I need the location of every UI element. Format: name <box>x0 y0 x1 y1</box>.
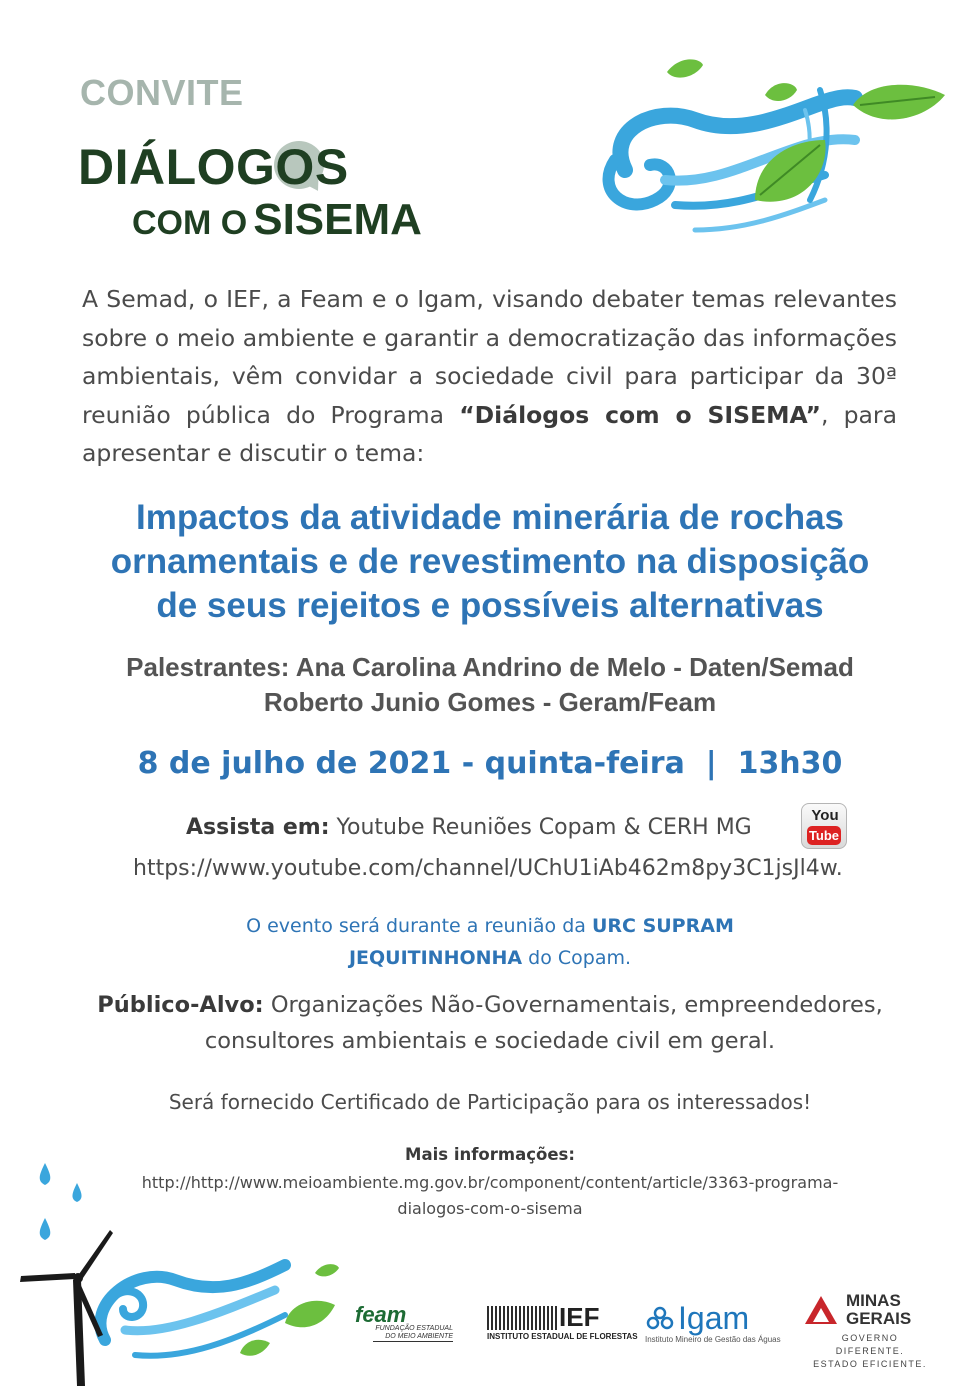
watch-line <box>186 815 752 840</box>
program-title-line2 <box>132 195 422 245</box>
ief-barcode-icon <box>487 1306 557 1330</box>
feam-sub-line-1: FUNDAÇÃO ESTADUAL <box>375 1325 453 1332</box>
program-name: “Diálogos com o SISEMA” <box>459 400 821 429</box>
youtube-channel-link[interactable]: https://www.youtube.com/channel/UChU1iAb462m8py3C1jsJl4w. <box>133 856 843 881</box>
more-info-label: Mais informações: <box>405 1145 575 1164</box>
youtube-icon-top-text: You <box>811 807 839 824</box>
invitation-label: CONVITE <box>80 72 244 113</box>
youtube-icon-bottom-text: Tube <box>808 828 840 843</box>
mg-word-line-1: MINAS <box>846 1291 901 1310</box>
ief-logo <box>487 1302 638 1344</box>
youtube-icon[interactable] <box>801 803 847 849</box>
feam-logo-subtitle <box>373 1325 453 1342</box>
minas-gerais-wordmark <box>846 1292 911 1328</box>
program-title-sisema: SISEMA <box>253 195 422 244</box>
wind-leaves-illustration <box>585 50 955 240</box>
mg-slogan-line-2: ESTADO EFICIENTE. <box>813 1359 927 1369</box>
watch-label: Assista em: <box>186 815 330 840</box>
event-date: 8 de julho de 2021 - quinta-feira | 13h30 <box>137 746 843 781</box>
audience-text: Organizações Não-Governamentais, empreendedores, consultores ambientais e sociedade civil em geral. <box>204 992 883 1054</box>
audience-label: Público-Alvo: <box>97 992 264 1018</box>
igam-logo-word: Igam <box>678 1300 750 1336</box>
speakers-line-1: Palestrantes: Ana Carolina Andrino de Melo - Daten/Semad <box>126 652 854 682</box>
feam-logo <box>353 1302 463 1350</box>
event-note-region: JEQUITINHONHA <box>348 947 523 969</box>
event-note-line-1 <box>40 910 940 942</box>
topic-headline <box>40 496 940 628</box>
more-info-url-line-1[interactable]: http://http://www.meioambiente.mg.gov.br/component/content/article/3363-programa- <box>141 1173 839 1192</box>
topic-line-1: Impactos da atividade minerária de rochas <box>135 498 845 537</box>
event-note-text: O evento será durante a reunião da <box>246 915 592 937</box>
speakers-line-2: Roberto Junio Gomes - Geram/Feam <box>263 687 717 717</box>
ief-logo-subtitle: INSTITUTO ESTADUAL DE FLORESTAS <box>487 1332 638 1341</box>
program-title-line1: DIÁLOGOS <box>78 139 349 195</box>
event-note-urc: URC SUPRAM <box>591 915 734 937</box>
mg-word-line-2: GERAIS <box>846 1309 912 1328</box>
igam-logo <box>645 1300 781 1348</box>
topic-line-2: ornamentais e de revestimento na disposição <box>110 542 870 581</box>
event-note-copam: do Copam. <box>522 947 632 969</box>
event-note-line-2 <box>40 942 940 974</box>
watch-channel: Youtube Reuniões Copam & CERH MG <box>329 815 752 840</box>
water-drop-icon <box>40 1163 82 1240</box>
wind-turbine-illustration <box>15 1155 365 1386</box>
target-audience <box>40 987 940 1059</box>
mg-slogan-line-1: GOVERNO DIFERENTE. <box>835 1333 905 1356</box>
intro-text-before: A Semad, o IEF, a Feam e o Igam, visando debater temas relevantes sobre o meio ambiente e garantir a democratização das informações ambientais, vêm convidar a sociedade civil para participar da 30ª reunião pública do Programa <box>82 285 897 429</box>
certificate-note: Será fornecido Certificado de Participação para os interessados! <box>168 1090 812 1114</box>
ief-logo-word: IEF <box>559 1302 600 1332</box>
more-info-url-line-2[interactable]: dialogos-com-o-sisema <box>397 1199 583 1218</box>
topic-line-3: de seus rejeitos e possíveis alternativas <box>156 586 824 625</box>
igam-logo-subtitle: Instituto Mineiro de Gestão das Águas <box>645 1335 781 1344</box>
event-note <box>40 910 940 974</box>
intro-text-after: , para apresentar e discutir o tema: <box>82 400 897 467</box>
feam-sub-line-2: DO MEIO AMBIENTE <box>385 1333 453 1340</box>
speakers-block <box>40 650 940 720</box>
feam-logo-word: feam <box>355 1302 407 1327</box>
program-title-com: COM O <box>132 204 248 242</box>
minas-gerais-logo <box>802 1290 932 1369</box>
minas-gerais-slogan <box>810 1332 930 1371</box>
igam-drops-icon <box>645 1306 675 1330</box>
minas-gerais-triangle-icon <box>804 1294 838 1326</box>
intro-paragraph <box>82 280 897 473</box>
